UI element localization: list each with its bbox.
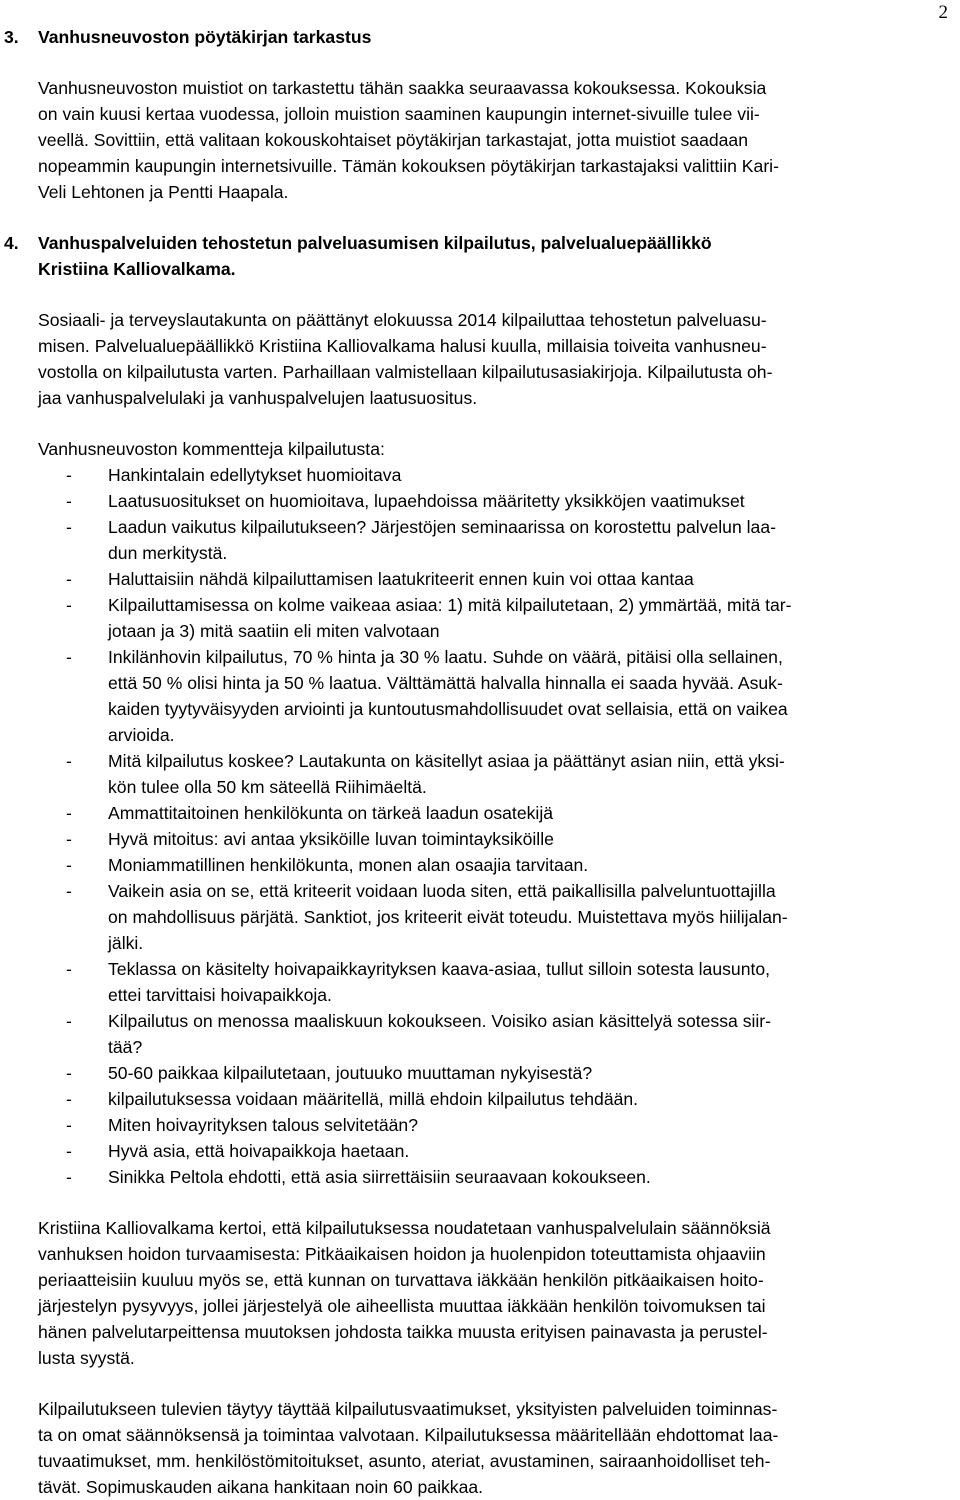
comment-list-item [38,1138,953,1164]
comment-line: on mahdollisuus pärjätä. Sanktiot, jos kriteerit eivät toteudu. Muistettava myös hiilijalan- [108,907,788,927]
comment-list-item [38,644,953,748]
comment-line: Moniammatillinen henkilökunta, monen alan osaajia tarvitaan. [108,855,589,875]
section-3-title: Vanhusneuvoston pöytäkirjan tarkastus [38,27,372,47]
comment-list-item [38,748,953,800]
comment-line: Kilpailuttamisessa on kolme vaikeaa asiaa: 1) mitä kilpailutetaan, 2) ymmärtää, mitä tar- [108,595,792,615]
paragraph-line: on vain kuusi kertaa vuodessa, jolloin muistion saaminen kaupungin internet-sivuille tulee vii- [38,104,760,124]
paragraph-line: veellä. Sovittiin, että valitaan kokouskohtaiset pöytäkirjan tarkastajat, jotta muistiot saadaan [38,130,749,150]
paragraph-line: lusta syystä. [38,1348,135,1368]
dash-bullet: - [66,959,72,979]
comment-line: kaiden tyytyväisyyden arviointi ja kuntoutusmahdollisuudet ovat sellaisia, että on vaikea [108,699,788,719]
paragraph-line: nopeammin kaupungin internetsivuille. Tämän kokouksen pöytäkirjan tarkastajaksi valittiin Kari- [38,156,779,176]
comment-list-item [38,852,953,878]
comment-list-item [38,566,953,592]
comment-line: Kilpailutus on menossa maaliskuun kokoukseen. Voisiko asian käsittelyä sotessa siir- [108,1011,772,1031]
dash-bullet: - [66,1115,72,1135]
paragraph-line: jaa vanhuspalvelulaki ja vanhuspalvelujen laatusuositus. [38,388,478,408]
paragraph-line: tävät. Sopimuskauden aikana hankitaan noin 60 paikkaa. [38,1477,484,1497]
dash-bullet: - [66,1011,72,1031]
paragraph-line: Veli Lehtonen ja Pentti Haapala. [38,182,289,202]
dash-bullet: - [66,1167,72,1187]
comment-line: että 50 % olisi hinta ja 50 % laatua. Välttämättä halvalla hinnalla ei saada hyvää. Asuk- [108,673,783,693]
comment-line: Hyvä mitoitus: avi antaa yksiköille luvan toimintayksiköille [108,829,554,849]
dash-bullet: - [66,491,72,511]
section-3-paragraph [38,75,953,205]
paragraph-line: Kristiina Kalliovalkama kertoi, että kilpailutuksessa noudatetaan vanhuspalvelulain säännöksiä [38,1218,771,1238]
dash-bullet: - [66,569,72,589]
section-4-paragraph-3 [38,1396,953,1500]
comment-list-item [38,800,953,826]
paragraph-line: vostolla on kilpailutusta varten. Parhaillaan valmistellaan kilpailutusasiakirjoja. Kilpailutusta oh- [38,362,773,382]
comment-line: Laatusuositukset on huomioitava, lupaehdoissa määritetty yksikköjen vaatimukset [108,491,745,511]
paragraph-line: misen. Palvelualuepäällikkö Kristiina Kalliovalkama halusi kuulla, millaisia toiveita vanhusneu- [38,336,767,356]
section-3-heading [4,24,953,50]
dash-bullet: - [66,751,72,771]
paragraph-line: järjestelyn pysyvyys, jollei järjestelyä ole aiheellista muuttaa iäkkään henkilön toivomuksen tai [38,1296,766,1316]
dash-bullet: - [66,1089,72,1109]
comment-line: Ammattitaitoinen henkilökunta on tärkeä laadun osatekijä [108,803,554,823]
comment-line: Sinikka Peltola ehdotti, että asia siirrettäisiin seuraavaan kokoukseen. [108,1167,651,1187]
dash-bullet: - [66,803,72,823]
paragraph-line: ta on omat säännöksensä ja toimintaa valvotaan. Kilpailutuksessa määritellään ehdottomat laa- [38,1425,779,1445]
comment-line: Teklassa on käsitelty hoivapaikkayrityksen kaava-asiaa, tullut silloin sotesta lausunto, [108,959,771,979]
section-4-number: 4. [4,233,19,253]
comment-list-item [38,1112,953,1138]
comment-line: Hankintalain edellytykset huomioitava [108,465,402,485]
comment-line: Mitä kilpailutus koskee? Lautakunta on käsitellyt asiaa ja päättänyt asian niin, että yksi- [108,751,785,771]
comment-line: Miten hoivayrityksen talous selvitetään? [108,1115,419,1135]
comment-line: arvioida. [108,725,175,745]
section-3-number: 3. [4,27,19,47]
comment-line: jälki. [108,933,144,953]
comment-list-item [38,488,953,514]
comment-line: Vaikein asia on se, että kriteerit voidaan luoda siten, että paikallisilla palveluntuottajilla [108,881,776,901]
page-number: 2 [938,2,948,23]
comment-list-item [38,878,953,956]
comment-list-item [38,826,953,852]
paragraph-line: Kilpailutukseen tulevien täytyy täyttää kilpailutusvaatimukset, yksityisten palveluiden toiminnas- [38,1399,778,1419]
comment-line: dun merkitystä. [108,543,228,563]
dash-bullet: - [66,881,72,901]
comment-line: 50-60 paikkaa kilpailutetaan, joutuuko muuttaman nykyisestä? [108,1063,593,1083]
document-body [4,24,953,1500]
comment-line: jotaan ja 3) mitä saatiin eli miten valvotaan [108,621,440,641]
paragraph-line: Sosiaali- ja terveyslautakunta on päättänyt elokuussa 2014 kilpailuttaa tehostetun palveluasu- [38,310,767,330]
comment-line: Haluttaisiin nähdä kilpailuttamisen laatukriteerit ennen kuin voi ottaa kantaa [108,569,694,589]
comment-list-item [38,462,953,488]
comment-list-item [38,1008,953,1060]
section-4-heading [4,230,953,282]
comments-list [38,462,953,1190]
dash-bullet: - [66,855,72,875]
comment-list-item [38,1164,953,1190]
paragraph-line: tuvaatimukset, mm. henkilöstömitoitukset, asunto, ateriat, avustaminen, sairaanhoidolliset teh- [38,1451,771,1471]
paragraph-line: hänen palvelutarpeittensa muutoksen johdosta taikka muusta erityisen painavasta ja perustel- [38,1322,768,1342]
comment-list-item [38,1086,953,1112]
dash-bullet: - [66,517,72,537]
dash-bullet: - [66,595,72,615]
comment-line: tää? [108,1037,143,1057]
dash-bullet: - [66,1063,72,1083]
comments-heading: Vanhusneuvoston kommentteja kilpailutusta: [38,439,385,459]
comment-line: kilpailutuksessa voidaan määritellä, millä ehdoin kilpailutus tehdään. [108,1089,639,1109]
paragraph-line: Vanhusneuvoston muistiot on tarkastettu tähän saakka seuraavassa kokouksessa. Kokouksia [38,78,767,98]
comment-line: Inkilänhovin kilpailutus, 70 % hinta ja 30 % laatu. Suhde on väärä, pitäisi olla sellainen, [108,647,783,667]
comment-line: Hyvä asia, että hoivapaikkoja haetaan. [108,1141,410,1161]
comment-list-item [38,592,953,644]
comment-line: ettei tarvittaisi hoivapaikkoja. [108,985,332,1005]
comment-line: Laadun vaikutus kilpailutukseen? Järjestöjen seminaarissa on korostettu palvelun laa- [108,517,776,537]
comment-list-item [38,956,953,1008]
paragraph-line: periaatteisiin kuuluu myös se, että kunnan on turvattava iäkkään henkilön pitkäaikaisen hoito- [38,1270,764,1290]
paragraph-line: vanhuksen hoidon turvaamisesta: Pitkäaikaisen hoidon ja huolenpidon toteuttamista ohjaaviin [38,1244,766,1264]
comment-list-item [38,1060,953,1086]
section-4-title-line: Kristiina Kalliovalkama. [38,259,236,279]
dash-bullet: - [66,1141,72,1161]
section-4-title-line: Vanhuspalveluiden tehostetun palveluasumisen kilpailutus, palvelualuepäällikkö [38,233,712,253]
comment-line: kön tulee olla 50 km säteellä Riihimäeltä. [108,777,427,797]
dash-bullet: - [66,829,72,849]
section-4-intro-paragraph [38,307,953,411]
dash-bullet: - [66,465,72,485]
comment-list-item [38,514,953,566]
section-4-paragraph-2 [38,1215,953,1371]
dash-bullet: - [66,647,72,667]
